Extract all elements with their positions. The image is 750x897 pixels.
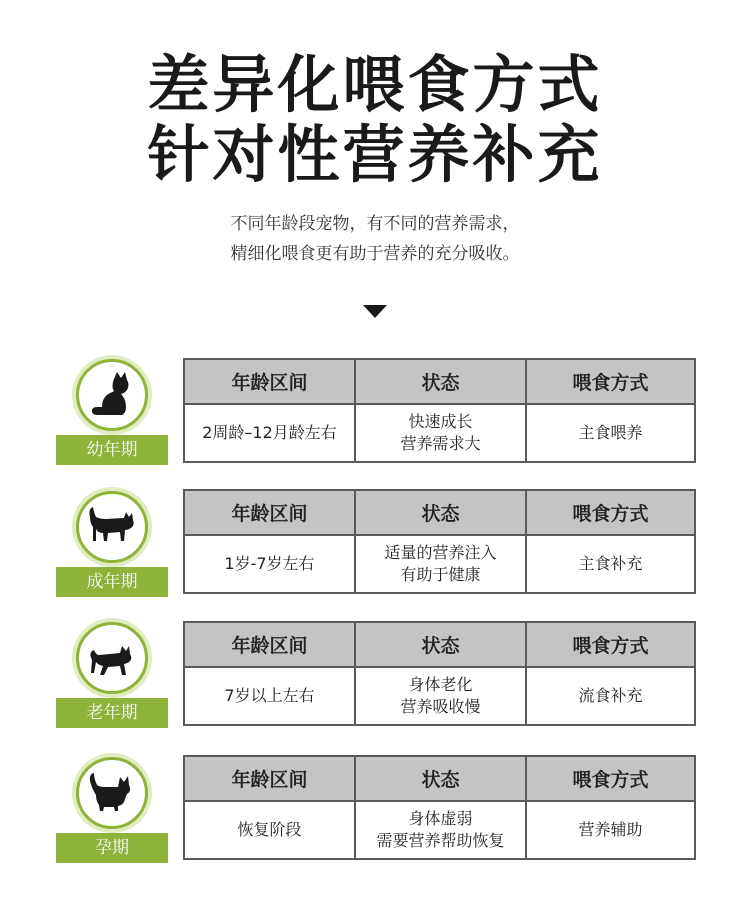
- state-cell: 身体虚弱 需要营养帮助恢复: [355, 801, 526, 859]
- stage-label: 幼年期: [56, 435, 168, 465]
- state-cell: 快速成长 营养需求大: [355, 404, 526, 462]
- column-header-age: 年龄区间: [184, 490, 355, 535]
- column-header-state: 状态: [355, 490, 526, 535]
- age-range-cell: 2周龄–12月龄左右: [184, 404, 355, 462]
- column-header-feeding: 喂食方式: [526, 622, 695, 667]
- stage-badge-circle: [72, 753, 152, 833]
- feeding-cell: 营养辅助: [526, 801, 695, 859]
- stage-table-kitten: [183, 358, 696, 463]
- stage-label: 老年期: [56, 698, 168, 728]
- intro-line2: 精细化喂食更有助于营养的充分吸收。: [230, 244, 520, 264]
- page-title-line2: 针对性营养补充: [147, 118, 603, 191]
- column-header-feeding: 喂食方式: [526, 359, 695, 404]
- stage-label: 成年期: [56, 567, 168, 597]
- stage-badge-circle: [72, 355, 152, 435]
- age-range-cell: 7岁以上左右: [184, 667, 355, 725]
- down-triangle-icon: [363, 305, 387, 318]
- table-row: [184, 535, 695, 593]
- standing-cat-icon: [84, 499, 140, 555]
- stage-badge-circle: [72, 487, 152, 567]
- age-range-cell: 恢复阶段: [184, 801, 355, 859]
- column-header-age: 年龄区间: [184, 359, 355, 404]
- state-cell: 适量的营养注入 有助于健康: [355, 535, 526, 593]
- feeding-cell: 流食补充: [526, 667, 695, 725]
- age-range-cell: 1岁-7岁左右: [184, 535, 355, 593]
- column-header-state: 状态: [355, 622, 526, 667]
- intro-line1: 不同年龄段宠物，有不同的营养需求，: [230, 214, 520, 234]
- column-header-state: 状态: [355, 359, 526, 404]
- feeding-cell: 主食补充: [526, 535, 695, 593]
- column-header-feeding: 喂食方式: [526, 756, 695, 801]
- stage-badge-circle: [72, 618, 152, 698]
- stage-label: 孕期: [56, 833, 168, 863]
- table-row: [184, 404, 695, 462]
- state-cell: 身体老化 营养吸收慢: [355, 667, 526, 725]
- table-row: [184, 801, 695, 859]
- stage-table-adult: [183, 489, 696, 594]
- column-header-age: 年龄区间: [184, 622, 355, 667]
- page-title-line1: 差异化喂食方式: [147, 48, 603, 121]
- pregnant-cat-icon: [84, 765, 140, 821]
- sitting-cat-icon: [84, 367, 140, 423]
- walking-cat-icon: [84, 630, 140, 686]
- stage-table-senior: [183, 621, 696, 726]
- table-row: [184, 667, 695, 725]
- column-header-state: 状态: [355, 756, 526, 801]
- stage-table-pregnancy: [183, 755, 696, 860]
- column-header-age: 年龄区间: [184, 756, 355, 801]
- column-header-feeding: 喂食方式: [526, 490, 695, 535]
- feeding-cell: 主食喂养: [526, 404, 695, 462]
